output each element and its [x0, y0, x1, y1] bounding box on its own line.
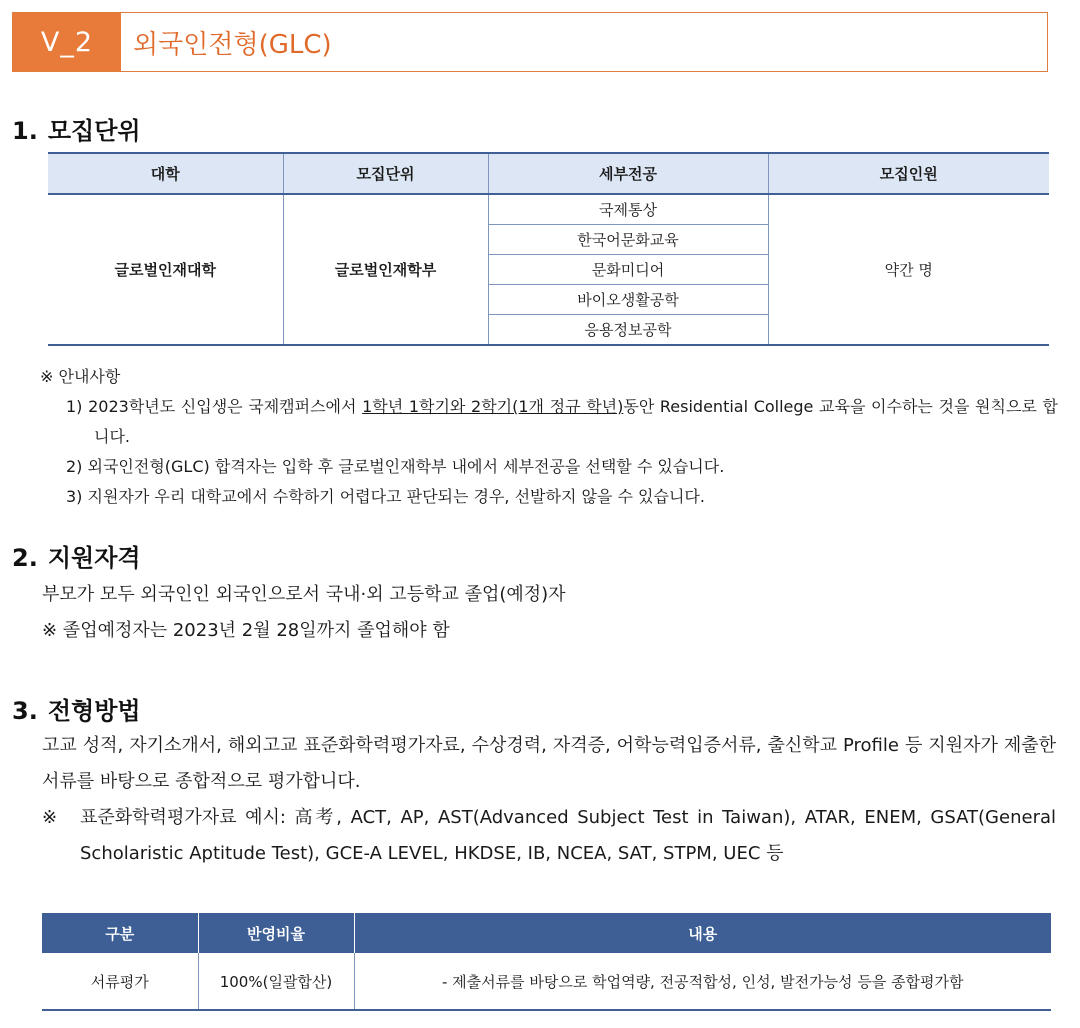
section-title: 외국인전형(GLC) [133, 29, 332, 60]
selection-paragraph: 고교 성적, 자기소개서, 해외고교 표준화학력평가자료, 수상경력, 자격증, 어학능력입증서류, 출신학교 Profile 등 지원자가 제출한 서류를 바탕으로 종합적으로 평가합니다. [42, 735, 1056, 792]
note-item-3 [40, 482, 1058, 512]
heading-text: 전형방법 [47, 697, 141, 725]
note-text: 2023학년도 신입생은 국제캠퍼스에서 [88, 397, 363, 416]
note-mark: ※ [42, 807, 58, 828]
col-header-unit: 모집단위 [283, 153, 488, 194]
note-underlined-text: 1학년 1학기와 2학기(1개 정규 학년) [362, 397, 624, 416]
note-text: 외국인전형(GLC) 합격자는 입학 후 글로벌인재학부 내에서 세부전공을 선택할 수 있습니다. [87, 457, 725, 476]
note-item-2 [40, 452, 1058, 482]
note-number: 1) [66, 397, 83, 416]
col-header-college: 대학 [48, 153, 283, 194]
college-cell: 글로벌인재대학 [48, 194, 283, 345]
category-cell: 서류평가 [42, 953, 198, 1010]
ratio-cell: 100%(일괄합산) [198, 953, 354, 1010]
selection-text [42, 728, 1056, 872]
evaluation-table [42, 913, 1051, 1011]
note-number: 3) [66, 487, 83, 506]
major-cell: 문화미디어 [488, 255, 768, 285]
eligibility-line: 부모가 모두 외국인인 외국인으로서 국내·외 고등학교 졸업(예정)자 [42, 584, 566, 605]
major-cell: 응용정보공학 [488, 315, 768, 346]
unit-cell: 글로벌인재학부 [283, 194, 488, 345]
major-cell: 국제통상 [488, 194, 768, 225]
col-header-category: 구분 [42, 913, 198, 953]
col-header-major: 세부전공 [488, 153, 768, 194]
col-header-ratio: 반영비율 [198, 913, 354, 953]
note-text: 동안 Residential College 교육을 이수하는 것을 원칙으로 합니다. [94, 397, 1058, 446]
section-title-bar [12, 12, 1048, 72]
selection-note [42, 800, 1056, 872]
heading-selection-method [12, 691, 141, 726]
note-text: 표준화학력평가자료 예시: 高考, ACT, AP, AST(Advanced Subject Test in Taiwan), ATAR, ENEM, GSAT(General Scholaristic Aptitude Test), GCE-A LEVEL, HKDSE, IB, NCEA, SAT, STPM, UEC 등 [80, 807, 1056, 864]
col-header-quota: 모집인원 [768, 153, 1049, 194]
notes-title: ※ 안내사항 [40, 367, 121, 386]
heading-text: 모집단위 [47, 117, 141, 145]
heading-text: 지원자격 [47, 544, 141, 572]
content-cell: - 제출서류를 바탕으로 학업역량, 전공적합성, 인성, 발전가능성 등을 종합평가함 [354, 953, 1051, 1010]
heading-number: 3. [12, 697, 38, 725]
note-item-1 [40, 392, 1058, 452]
section-code: V_2 [13, 13, 121, 71]
guidance-notes [40, 362, 1058, 512]
heading-eligibility [12, 538, 141, 573]
major-cell: 한국어문화교육 [488, 225, 768, 255]
major-cell: 바이오생활공학 [488, 285, 768, 315]
eligibility-text [42, 577, 1056, 649]
heading-number: 1. [12, 117, 38, 145]
recruitment-table [48, 152, 1049, 346]
eligibility-note: ※ 졸업예정자는 2023년 2월 28일까지 졸업해야 함 [42, 620, 450, 641]
heading-recruitment-unit [12, 111, 141, 146]
note-text: 지원자가 우리 대학교에서 수학하기 어렵다고 판단되는 경우, 선발하지 않을 수 있습니다. [87, 487, 705, 506]
heading-number: 2. [12, 544, 38, 572]
col-header-content: 내용 [354, 913, 1051, 953]
note-number: 2) [66, 457, 83, 476]
quota-cell: 약간 명 [768, 194, 1049, 345]
